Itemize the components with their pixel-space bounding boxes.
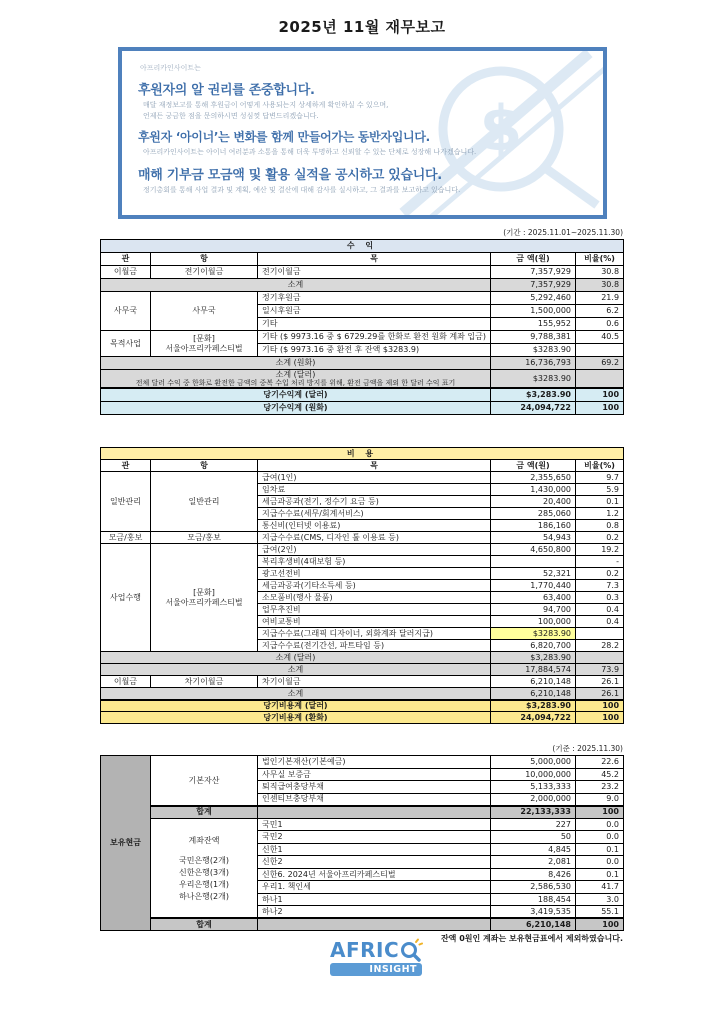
intro-line: 정기총회를 통해 사업 결과 및 계획, 예산 및 결산에 대해 감사를 실시하고, 그 결과를 보고하고 있습니다. bbox=[143, 185, 461, 194]
cell-amount: 2,081 bbox=[491, 856, 576, 869]
cell-amount: 2,586,530 bbox=[491, 881, 576, 894]
table-row bbox=[101, 240, 624, 253]
cell-amount: 188,454 bbox=[491, 893, 576, 906]
cell-amount: 5,000,000 bbox=[491, 756, 576, 769]
cell-gwan: 사무국 bbox=[101, 292, 151, 331]
revenue-table bbox=[100, 239, 624, 415]
table-row bbox=[101, 279, 624, 292]
table-row bbox=[101, 700, 624, 712]
cell-amount: 4,650,800 bbox=[491, 544, 576, 556]
cell-ratio: 23.2 bbox=[576, 781, 624, 794]
logo-insight-bar: INSIGHT bbox=[330, 963, 422, 976]
cell-ratio bbox=[576, 344, 624, 357]
cell-amount: 227 bbox=[491, 818, 576, 831]
table-row bbox=[101, 806, 624, 819]
cell-amount: 1,770,440 bbox=[491, 580, 576, 592]
cell-hang bbox=[151, 331, 258, 357]
cell-gwan: 이월금 bbox=[101, 266, 151, 279]
intro-heading-2: 후원자 ‘아이너’는 변화를 함께 만들어가는 동반자입니다. bbox=[138, 129, 430, 144]
cell-mok: 지급수수료(세무/회계서비스) bbox=[258, 508, 491, 520]
total-amount: $3,283.90 bbox=[491, 700, 576, 712]
cell-amount: 155,952 bbox=[491, 318, 576, 331]
cell-amount: $3283.90 bbox=[491, 344, 576, 357]
cell-mok: 일시후원금 bbox=[258, 305, 491, 318]
total-amount: $3,283.90 bbox=[491, 388, 576, 401]
cell-hang: 일반관리 bbox=[151, 472, 258, 532]
cell-ratio: 21.9 bbox=[576, 292, 624, 305]
cell-amount: 2,355,650 bbox=[491, 472, 576, 484]
total-label: 당기비용계 (환화) bbox=[101, 712, 491, 724]
cell-amount: 6,820,700 bbox=[491, 640, 576, 652]
page-title: 2025년 11월 재무보고 bbox=[278, 18, 446, 36]
table-row bbox=[101, 676, 624, 688]
cell-mok: 인센티브충당부채 bbox=[258, 793, 491, 806]
cell-ratio: 19.2 bbox=[576, 544, 624, 556]
cell-mok: 급여(1인) bbox=[258, 472, 491, 484]
hang-line: 서울아프리카페스티벌 bbox=[165, 597, 243, 607]
total-ratio: 100 bbox=[576, 388, 624, 401]
cell-mok: 지급수수료(그래픽 디자이너, 외화계좌 달러지급) bbox=[258, 628, 491, 640]
cell-amount: 94,700 bbox=[491, 604, 576, 616]
table-row bbox=[101, 401, 624, 414]
subtotal-amount: 7,357,929 bbox=[491, 279, 576, 292]
cell-amount: 3,419,535 bbox=[491, 906, 576, 919]
subtotal-usd-label bbox=[101, 370, 491, 389]
cell-hang: 사무국 bbox=[151, 292, 258, 331]
cell-amount: 1,500,000 bbox=[491, 305, 576, 318]
cell-amount bbox=[491, 556, 576, 568]
cell-amount: 63,400 bbox=[491, 592, 576, 604]
intro-line: 매달 재정보고를 통해 후원금이 어떻게 사용되는지 상세하게 확인하실 수 있으며, bbox=[143, 101, 389, 109]
total-label: 합계 bbox=[151, 918, 258, 931]
cell-amount: 1,430,000 bbox=[491, 484, 576, 496]
cell-ratio: 3.0 bbox=[576, 893, 624, 906]
cell-ratio: 0.4 bbox=[576, 604, 624, 616]
col-header-hang: 항 bbox=[151, 253, 258, 266]
cell-ratio: 0.4 bbox=[576, 616, 624, 628]
cell-mok: 세금과공과(전기, 정수기 요금 등) bbox=[258, 496, 491, 508]
bank-line: 신한은행(3개) bbox=[179, 867, 229, 877]
cell-mok: 사무실 보증금 bbox=[258, 768, 491, 781]
table-row bbox=[101, 253, 624, 266]
subtotal-amount: $3,283.90 bbox=[491, 652, 576, 664]
cell-amount: 6,210,148 bbox=[491, 676, 576, 688]
col-header-hang: 항 bbox=[151, 460, 258, 472]
table-row bbox=[101, 918, 624, 931]
col-header-mok: 목 bbox=[258, 460, 491, 472]
cell-ratio: 40.5 bbox=[576, 331, 624, 344]
cell-amount: 100,000 bbox=[491, 616, 576, 628]
cell-ratio: 0.3 bbox=[576, 592, 624, 604]
cell-mok: 기타 ($ 9973.16 중 환전 후 잔액 $3283.9) bbox=[258, 344, 491, 357]
intro-line: 언제든 궁금한 점을 문의하시면 성심껏 답변드리겠습니다. bbox=[143, 111, 319, 120]
col-header-gwan: 관 bbox=[101, 253, 151, 266]
table-row bbox=[101, 370, 624, 389]
cell-mok: 급여(2인) bbox=[258, 544, 491, 556]
subtotal-ratio: 73.9 bbox=[576, 664, 624, 676]
expense-section-title: 비 용 bbox=[101, 448, 624, 460]
intro-heading-3: 매해 기부금 모금액 및 활용 실적을 공시하고 있습니다. bbox=[138, 167, 442, 183]
cell-mok: 신한2 bbox=[258, 856, 491, 869]
cell-mok: 퇴직급여충당부채 bbox=[258, 781, 491, 794]
cell-gwan: 이월금 bbox=[101, 676, 151, 688]
cell-mok: 법인기본재산(기본예금) bbox=[258, 756, 491, 769]
cell-ratio: 0.0 bbox=[576, 856, 624, 869]
cash-period: (기준 : 2025.11.30) bbox=[552, 744, 623, 753]
cell-mok: 정기후원금 bbox=[258, 292, 491, 305]
footnote: 잔액 0원인 계좌는 보유현금표에서 제외하였습니다. bbox=[440, 934, 623, 943]
cell-ratio: 0.2 bbox=[576, 568, 624, 580]
total-label: 당기비용계 (달러) bbox=[101, 700, 491, 712]
subtotal-amount: 6,210,148 bbox=[491, 688, 576, 700]
table-row bbox=[101, 472, 624, 484]
cell-mok: 차기이월금 bbox=[258, 676, 491, 688]
cell-amount-highlighted: $3283.90 bbox=[491, 628, 576, 640]
table-row bbox=[101, 664, 624, 676]
cell-amount: 52,321 bbox=[491, 568, 576, 580]
total-ratio: 100 bbox=[576, 401, 624, 414]
table-row bbox=[101, 532, 624, 544]
africa-insight-logo bbox=[330, 938, 430, 976]
subtotal-amount: 16,736,793 bbox=[491, 357, 576, 370]
table-row bbox=[101, 652, 624, 664]
cell-hang: 모금/홍보 bbox=[151, 532, 258, 544]
cell-gwan: 목적사업 bbox=[101, 331, 151, 357]
total-amount: 22,133,333 bbox=[491, 806, 576, 819]
table-row bbox=[101, 688, 624, 700]
cell-amount: 8,426 bbox=[491, 868, 576, 881]
subtotal-ratio bbox=[576, 652, 624, 664]
subtotal-ratio: 26.1 bbox=[576, 688, 624, 700]
table-row bbox=[101, 712, 624, 724]
cell-ratio: 1.2 bbox=[576, 508, 624, 520]
total-ratio: 100 bbox=[576, 806, 624, 819]
cell-ratio bbox=[576, 628, 624, 640]
cell-ratio: 0.1 bbox=[576, 843, 624, 856]
empty-cell bbox=[258, 918, 491, 931]
cash-gwan: 보유현금 bbox=[101, 756, 151, 931]
cell-ratio: - bbox=[576, 556, 624, 568]
cell-ratio: 30.8 bbox=[576, 266, 624, 279]
cell-mok: 광고선전비 bbox=[258, 568, 491, 580]
cell-mok: 신한6. 2024년 서울아프리카페스티벌 bbox=[258, 868, 491, 881]
subtotal-label: 소계 bbox=[101, 664, 491, 676]
cell-mok: 업무추진비 bbox=[258, 604, 491, 616]
cell-amount: 285,060 bbox=[491, 508, 576, 520]
magnifier-icon bbox=[399, 938, 423, 962]
subtotal-amount: 17,884,574 bbox=[491, 664, 576, 676]
cell-ratio: 0.8 bbox=[576, 520, 624, 532]
col-header-ratio: 비율(%) bbox=[576, 460, 624, 472]
total-ratio: 100 bbox=[576, 700, 624, 712]
cell-ratio: 9.0 bbox=[576, 793, 624, 806]
cell-ratio: 45.2 bbox=[576, 768, 624, 781]
cell-amount: 2,000,000 bbox=[491, 793, 576, 806]
table-row bbox=[101, 818, 624, 831]
hang-line: [문화] bbox=[193, 587, 215, 597]
total-amount: 24,094,722 bbox=[491, 401, 576, 414]
table-row bbox=[101, 266, 624, 279]
subtotal-ratio: 30.8 bbox=[576, 279, 624, 292]
table-row bbox=[101, 460, 624, 472]
cell-amount: 54,943 bbox=[491, 532, 576, 544]
table-row bbox=[101, 388, 624, 401]
intro-box bbox=[118, 47, 607, 219]
svg-text:$: $ bbox=[479, 92, 523, 165]
cell-gwan: 일반관리 bbox=[101, 472, 151, 532]
cell-hang: 차기이월금 bbox=[151, 676, 258, 688]
total-amount: 24,094,722 bbox=[491, 712, 576, 724]
cell-mok: 하나1 bbox=[258, 893, 491, 906]
cell-ratio: 0.0 bbox=[576, 818, 624, 831]
cell-mok: 기타 ($ 9973.16 중 $ 6729.29를 한화로 환전 원화 계좌 입금) bbox=[258, 331, 491, 344]
table-row bbox=[101, 331, 624, 344]
revenue-period: (기간 : 2025.11.01~2025.11.30) bbox=[503, 228, 623, 237]
cell-hang bbox=[151, 544, 258, 652]
total-ratio: 100 bbox=[576, 712, 624, 724]
cell-gwan: 사업수행 bbox=[101, 544, 151, 652]
cell-mok: 국민1 bbox=[258, 818, 491, 831]
cell-ratio: 9.7 bbox=[576, 472, 624, 484]
subtotal-ratio: 69.2 bbox=[576, 357, 624, 370]
cell-amount: 4,845 bbox=[491, 843, 576, 856]
cell-ratio: 7.3 bbox=[576, 580, 624, 592]
cell-mok: 소모품비(행사 물품) bbox=[258, 592, 491, 604]
total-label: 당기수익계 (원화) bbox=[101, 401, 491, 414]
cell-mok: 기타 bbox=[258, 318, 491, 331]
cell-mok: 신한1 bbox=[258, 843, 491, 856]
revenue-section-title: 수 익 bbox=[101, 240, 624, 253]
logo-word-row bbox=[330, 938, 430, 962]
col-header-mok: 목 bbox=[258, 253, 491, 266]
cell-ratio: 5.9 bbox=[576, 484, 624, 496]
hang-line: [문화] bbox=[193, 333, 215, 343]
cell-amount: 50 bbox=[491, 831, 576, 844]
expense-table bbox=[100, 447, 624, 724]
cash-basic-label: 기본자산 bbox=[151, 756, 258, 806]
subtotal-label: 소계 (원화) bbox=[101, 357, 491, 370]
cell-mok: 세금과공과(기타소득세 등) bbox=[258, 580, 491, 592]
cell-amount: 20,400 bbox=[491, 496, 576, 508]
cash-table bbox=[100, 755, 624, 931]
total-label: 합계 bbox=[151, 806, 258, 819]
cell-mok: 복리후생비(4대보험 등) bbox=[258, 556, 491, 568]
col-header-amount: 금 액(원) bbox=[491, 460, 576, 472]
subtotal-ratio bbox=[576, 370, 624, 389]
account-label: 계좌잔액 bbox=[188, 835, 220, 845]
cell-ratio: 0.6 bbox=[576, 318, 624, 331]
cell-amount: 186,160 bbox=[491, 520, 576, 532]
intro-line: 아프리카인사이트는 아이너 여러분과 소통을 통해 더욱 투명하고 신뢰할 수 있는 단체로 성장해 나가겠습니다. bbox=[143, 147, 477, 156]
table-row bbox=[101, 292, 624, 305]
hang-line: 서울아프리카페스티벌 bbox=[165, 343, 243, 353]
cell-ratio: 6.2 bbox=[576, 305, 624, 318]
cell-mok: 전기이월금 bbox=[258, 266, 491, 279]
cell-amount: 7,357,929 bbox=[491, 266, 576, 279]
subtotal-usd-title: 소계 (달러) bbox=[275, 370, 316, 379]
empty-cell bbox=[258, 806, 491, 819]
cell-ratio: 22.6 bbox=[576, 756, 624, 769]
cell-mok: 지급수수료(CMS, 디자인 툴 이용료 등) bbox=[258, 532, 491, 544]
cell-ratio: 0.1 bbox=[576, 868, 624, 881]
cell-mok: 임차료 bbox=[258, 484, 491, 496]
subtotal-label: 소계 bbox=[101, 688, 491, 700]
cell-mok: 우리1. 책인세 bbox=[258, 881, 491, 894]
cell-ratio: 28.2 bbox=[576, 640, 624, 652]
cell-mok: 통신비(인터넷 이용료) bbox=[258, 520, 491, 532]
bank-line: 하나은행(2개) bbox=[179, 891, 229, 901]
intro-heading-1: 후원자의 알 권리를 존중합니다. bbox=[138, 83, 315, 98]
cell-ratio: 55.1 bbox=[576, 906, 624, 919]
subtotal-label: 소계 bbox=[101, 279, 491, 292]
cell-ratio: 0.1 bbox=[576, 496, 624, 508]
bank-line: 우리은행(1개) bbox=[179, 879, 229, 889]
cell-ratio: 26.1 bbox=[576, 676, 624, 688]
cash-account-cell bbox=[151, 818, 258, 918]
subtotal-amount: $3283.90 bbox=[491, 370, 576, 389]
cell-gwan: 모금/홍보 bbox=[101, 532, 151, 544]
cell-mok: 하나2 bbox=[258, 906, 491, 919]
cell-mok: 여비교통비 bbox=[258, 616, 491, 628]
cell-mok: 지급수수료(전기간선, 파트타임 등) bbox=[258, 640, 491, 652]
bank-line: 국민은행(2개) bbox=[179, 855, 229, 865]
col-header-gwan: 관 bbox=[101, 460, 151, 472]
total-label: 당기수익계 (달러) bbox=[101, 388, 491, 401]
table-row bbox=[101, 448, 624, 460]
cell-hang: 전기이월금 bbox=[151, 266, 258, 279]
table-row bbox=[101, 756, 624, 769]
org-name: 아프리카인사이트는 bbox=[140, 64, 201, 72]
cell-amount: 5,292,460 bbox=[491, 292, 576, 305]
cell-amount: 9,788,381 bbox=[491, 331, 576, 344]
cell-ratio: 0.2 bbox=[576, 532, 624, 544]
logo-word: AFRIC bbox=[330, 938, 400, 962]
cell-amount: 10,000,000 bbox=[491, 768, 576, 781]
cell-ratio: 0.0 bbox=[576, 831, 624, 844]
table-row bbox=[101, 357, 624, 370]
cell-ratio: 41.7 bbox=[576, 881, 624, 894]
cell-mok: 국민2 bbox=[258, 831, 491, 844]
subtotal-usd-note: 전체 달러 수익 중 한화로 환전한 금액의 중복 수입 처리 방지를 위해, 환전 금액을 제외 한 달러 수익 표기 bbox=[135, 379, 456, 388]
subtotal-label: 소계 (달러) bbox=[101, 652, 491, 664]
total-amount: 6,210,148 bbox=[491, 918, 576, 931]
cell-amount: 5,133,333 bbox=[491, 781, 576, 794]
col-header-amount: 금 액(원) bbox=[491, 253, 576, 266]
total-ratio: 100 bbox=[576, 918, 624, 931]
table-row bbox=[101, 544, 624, 556]
col-header-ratio: 비율(%) bbox=[576, 253, 624, 266]
